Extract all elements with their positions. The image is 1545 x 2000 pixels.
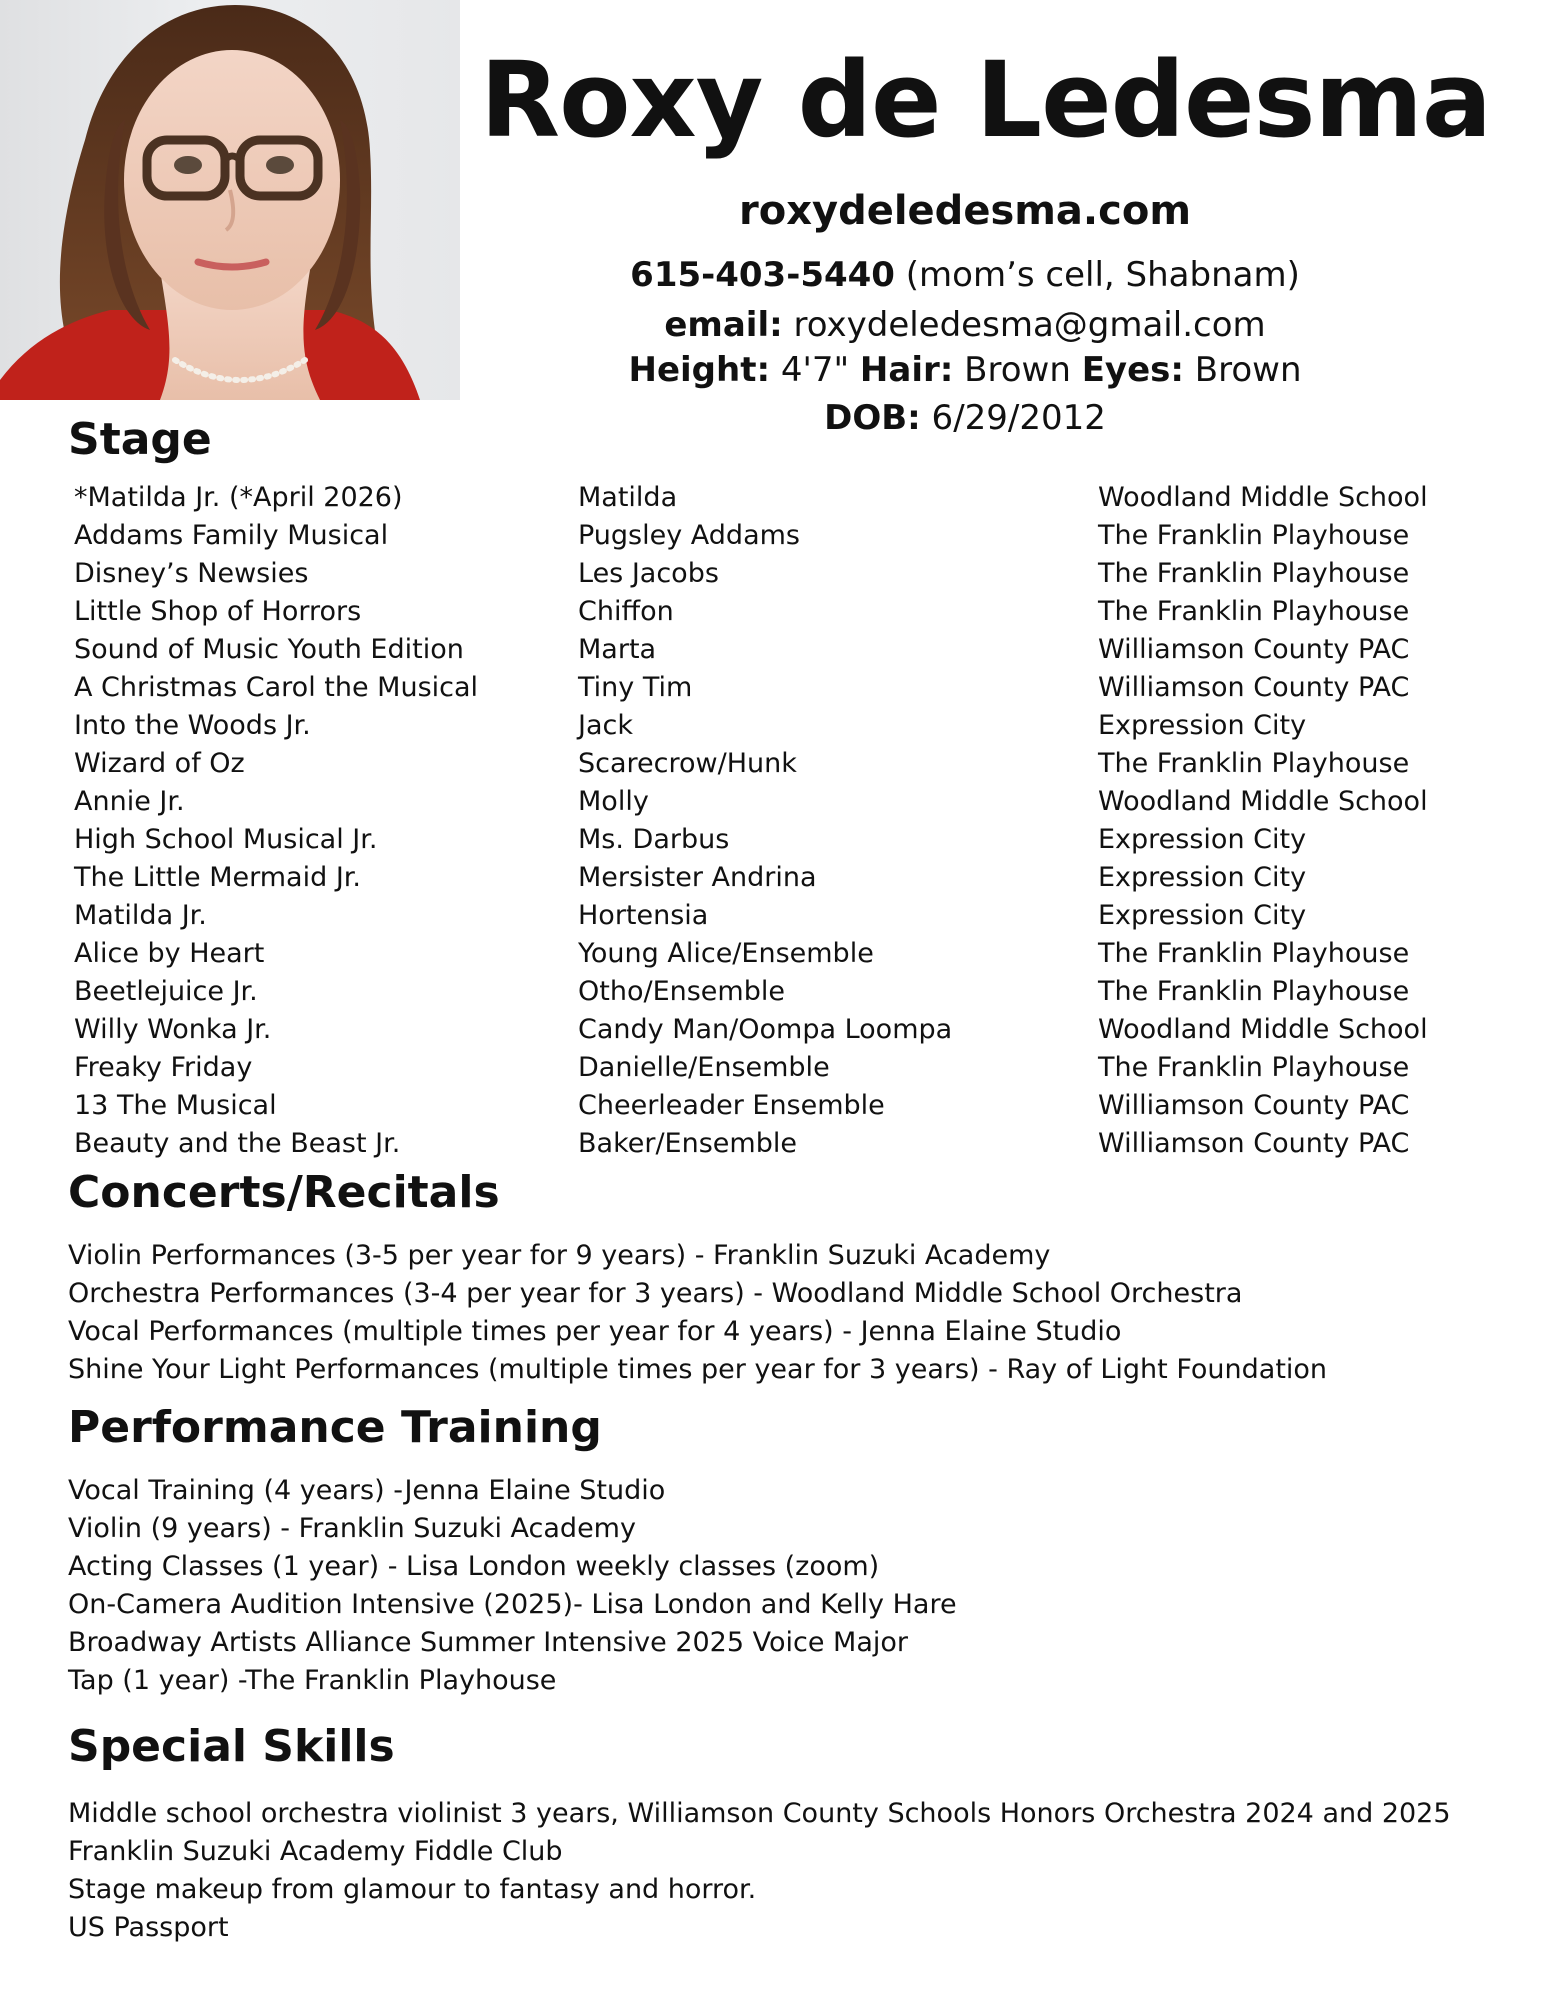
skill-item: Franklin Suzuki Academy Fiddle Club <box>68 1835 563 1867</box>
section-heading-training: Performance Training <box>68 1402 602 1453</box>
hair-value: Brown <box>953 350 1082 390</box>
stage-show-title: A Christmas Carol the Musical <box>74 671 479 703</box>
stage-venue: Williamson County PAC <box>1098 671 1410 703</box>
stage-credit-row <box>74 1049 1494 1087</box>
skill-item: Middle school orchestra violinist 3 years, Williamson County Schools Honors Orchestra 2024 and 2025 <box>68 1797 1451 1829</box>
stage-role: Young Alice/Ensemble <box>578 938 874 970</box>
eyes-value: Brown <box>1183 350 1302 390</box>
stage-venue: The Franklin Playhouse <box>1098 976 1410 1008</box>
stage-role: Mersister Andrina <box>578 861 817 893</box>
phone-note: (mom’s cell, Shabnam) <box>894 255 1300 295</box>
stage-credit-row <box>74 935 1494 973</box>
dob-line <box>460 398 1470 438</box>
stage-venue: The Franklin Playhouse <box>1098 747 1410 779</box>
stage-venue: The Franklin Playhouse <box>1098 519 1410 551</box>
stage-credit-row <box>74 516 1494 554</box>
email-line <box>460 305 1470 345</box>
stage-role: Otho/Ensemble <box>578 976 785 1008</box>
stage-role: Danielle/Ensemble <box>578 1052 830 1084</box>
stage-show-title: High School Musical Jr. <box>74 823 378 855</box>
stage-credit-row <box>74 1011 1494 1049</box>
stage-venue: Williamson County PAC <box>1098 1128 1410 1160</box>
stage-venue: Williamson County PAC <box>1098 1090 1410 1122</box>
concert-item: Vocal Performances (multiple times per year for 4 years) - Jenna Elaine Studio <box>68 1315 1122 1347</box>
stage-role: Hortensia <box>578 900 709 932</box>
stage-role: Baker/Ensemble <box>578 1128 797 1160</box>
concert-item: Violin Performances (3-5 per year for 9 years) - Franklin Suzuki Academy <box>68 1239 1051 1271</box>
stage-venue: The Franklin Playhouse <box>1098 938 1410 970</box>
stage-show-title: Beetlejuice Jr. <box>74 976 258 1008</box>
stage-venue: Expression City <box>1098 861 1307 893</box>
stage-show-title: Sound of Music Youth Edition <box>74 633 464 665</box>
training-item: Broadway Artists Alliance Summer Intensive 2025 Voice Major <box>68 1626 909 1658</box>
stage-credit-row <box>74 592 1494 630</box>
section-heading-stage: Stage <box>68 414 212 465</box>
stage-venue: Expression City <box>1098 823 1307 855</box>
stage-show-title: Alice by Heart <box>74 938 265 970</box>
stage-credit-row <box>74 782 1494 820</box>
skill-item: Stage makeup from glamour to fantasy and horror. <box>68 1873 757 1905</box>
stage-venue: Woodland Middle School <box>1098 1014 1428 1046</box>
stage-credit-row <box>74 1087 1494 1125</box>
stage-credit-row <box>74 897 1494 935</box>
stage-show-title: Disney’s Newsies <box>74 557 309 589</box>
hair-label: Hair: <box>859 350 954 390</box>
stage-show-title: Annie Jr. <box>74 785 185 817</box>
stage-role: Tiny Tim <box>578 671 693 703</box>
stage-show-title: 13 The Musical <box>74 1090 277 1122</box>
stage-show-title: The Little Mermaid Jr. <box>74 861 361 893</box>
stage-show-title: Matilda Jr. <box>74 900 207 932</box>
training-list <box>68 1471 957 1700</box>
section-heading-concerts: Concerts/Recitals <box>68 1167 500 1218</box>
stage-show-title: Into the Woods Jr. <box>74 709 311 741</box>
stage-credit-row <box>74 478 1494 516</box>
stage-credit-row <box>74 820 1494 858</box>
stage-role: Jack <box>578 709 633 741</box>
stage-role: Cheerleader Ensemble <box>578 1090 885 1122</box>
stage-role: Chiffon <box>578 595 674 627</box>
phone-number[interactable]: 615-403-5440 <box>630 255 895 295</box>
stage-credit-row <box>74 858 1494 896</box>
training-item: On-Camera Audition Intensive (2025)- Lisa London and Kelly Hare <box>68 1588 957 1620</box>
email-value[interactable]: roxydeledesma@gmail.com <box>782 305 1266 345</box>
stage-venue: Woodland Middle School <box>1098 785 1428 817</box>
stage-venue: Expression City <box>1098 900 1307 932</box>
training-item: Vocal Training (4 years) -Jenna Elaine Studio <box>68 1474 666 1506</box>
stage-venue: The Franklin Playhouse <box>1098 557 1410 589</box>
concert-item: Orchestra Performances (3-4 per year for 3 years) - Woodland Middle School Orchestra <box>68 1277 1243 1309</box>
stage-credit-row <box>74 554 1494 592</box>
stage-show-title: *Matilda Jr. (*April 2026) <box>74 481 403 513</box>
dob-label: DOB: <box>824 398 921 438</box>
headshot-photo <box>0 0 460 400</box>
stage-role: Pugsley Addams <box>578 519 800 551</box>
concert-item: Shine Your Light Performances (multiple times per year for 3 years) - Ray of Light Foundation <box>68 1353 1328 1385</box>
stage-show-title: Freaky Friday <box>74 1052 253 1084</box>
stage-credit-row <box>74 706 1494 744</box>
stage-credit-row <box>74 668 1494 706</box>
stage-credits-table <box>74 478 1494 1163</box>
height-label: Height: <box>628 350 771 390</box>
stage-credit-row <box>74 744 1494 782</box>
stage-role: Ms. Darbus <box>578 823 730 855</box>
stage-role: Matilda <box>578 481 678 513</box>
stage-venue: Woodland Middle School <box>1098 481 1428 513</box>
skill-item: US Passport <box>68 1911 229 1943</box>
stage-credit-row <box>74 973 1494 1011</box>
concerts-list <box>68 1236 1327 1388</box>
phone-line <box>460 255 1470 295</box>
height-value: 4'7" <box>770 350 860 390</box>
stage-role: Les Jacobs <box>578 557 719 589</box>
stage-credit-row <box>74 630 1494 668</box>
website-link[interactable]: roxydeledesma.com <box>739 188 1191 234</box>
page-title: Roxy de Ledesma <box>480 39 1492 161</box>
training-item: Acting Classes (1 year) - Lisa London weekly classes (zoom) <box>68 1550 880 1582</box>
dob-value: 6/29/2012 <box>920 398 1106 438</box>
eyes-label: Eyes: <box>1081 350 1184 390</box>
stage-credit-row <box>74 1125 1494 1163</box>
stage-show-title: Willy Wonka Jr. <box>74 1014 272 1046</box>
stage-venue: Expression City <box>1098 709 1307 741</box>
stage-venue: The Franklin Playhouse <box>1098 595 1410 627</box>
stage-show-title: Addams Family Musical <box>74 519 389 551</box>
email-label: email: <box>664 305 783 345</box>
stage-role: Scarecrow/Hunk <box>578 747 797 779</box>
stage-show-title: Little Shop of Horrors <box>74 595 362 627</box>
stage-show-title: Wizard of Oz <box>74 747 245 779</box>
physical-stats-line <box>460 350 1470 390</box>
headshot-illustration <box>0 0 460 400</box>
training-item: Tap (1 year) -The Franklin Playhouse <box>68 1665 557 1697</box>
stage-venue: Williamson County PAC <box>1098 633 1410 665</box>
section-heading-skills: Special Skills <box>68 1721 395 1772</box>
stage-role: Candy Man/Oompa Loompa <box>578 1014 953 1046</box>
stage-role: Molly <box>578 785 649 817</box>
stage-show-title: Beauty and the Beast Jr. <box>74 1128 401 1160</box>
stage-venue: The Franklin Playhouse <box>1098 1052 1410 1084</box>
skills-list <box>68 1794 1451 1946</box>
training-item: Violin (9 years) - Franklin Suzuki Academy <box>68 1512 636 1544</box>
stage-role: Marta <box>578 633 657 665</box>
